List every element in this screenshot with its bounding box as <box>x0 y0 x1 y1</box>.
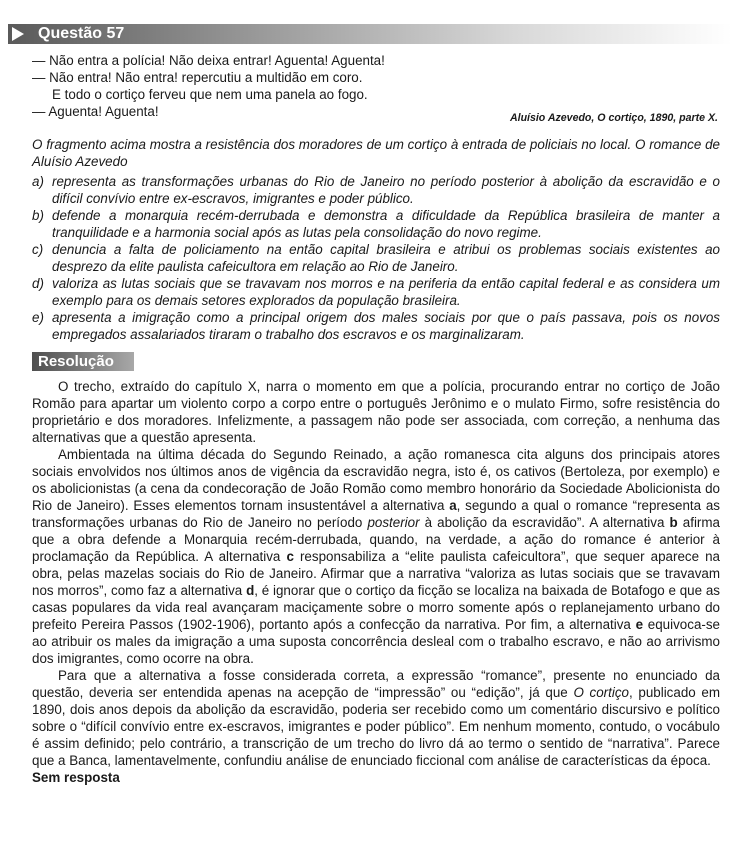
resolution-body <box>32 378 720 786</box>
alternative-d <box>32 275 720 309</box>
alternative-c <box>32 241 720 275</box>
alternative-text: representa as transformações urbanas do Rio de Janeiro no período posterior à abolição da escravidão e o difícil convívio entre ex-escravos, imigrantes e poder público. <box>52 174 720 206</box>
question-stem: O fragmento acima mostra a resistência dos moradores de um cortiço à entrada de policiais no local. O romance de Aluísio Azevedo <box>32 137 720 169</box>
alternative-letter: b) <box>32 208 44 223</box>
alternative-text: defende a monarquia recém-derrubada e demonstra a dificuldade da República brasileira de manter a tranquilidade e a harmonia social após as lutas pela consolidação do novo regime. <box>52 208 720 240</box>
excerpt-line: — Aguenta! Aguenta! <box>32 104 159 119</box>
question-title: Questão 57 <box>38 25 125 42</box>
alternative-a <box>32 173 720 207</box>
alternative-letter: d) <box>32 276 44 291</box>
final-answer: Sem resposta <box>32 770 120 785</box>
alternative-text: denuncia a falta de policiamento na então capital brasileira e atribui os problemas sociais existentes ao desprezo da elite paulista cafeicultora em relação ao Rio de Janeiro. <box>52 242 720 274</box>
excerpt-citation: Aluísio Azevedo, O cortiço, 1890, parte X. <box>509 112 718 124</box>
alternative-letter: c) <box>32 242 44 257</box>
excerpt-line: — Não entra! Não entra! repercutiu a multidão em coro. <box>32 70 363 85</box>
alternative-letter: e) <box>32 310 44 325</box>
excerpt-line: E todo o cortiço ferveu que nem uma panela ao fogo. <box>52 87 368 102</box>
excerpt-line: — Não entra a polícia! Não deixa entrar! Aguenta! Aguenta! <box>32 53 385 68</box>
excerpt <box>32 52 720 120</box>
alternative-text: valoriza as lutas sociais que se travavam nos morros e na periferia da então capital federal e as considera um exemplo para os demais setores explorados da população brasileira. <box>52 276 720 308</box>
play-arrow-icon <box>12 27 24 41</box>
resolution-label: Resolução <box>32 352 134 371</box>
resolution-paragraph-3: Para que a alternativa a fosse considerada correta, a expressão “romance”, presente no enunciado da questão, deveria ser entendida apenas na acepção de “impressão” ou “edição”, já que O cortiço, publicado em 1890, dois anos depois da abolição da escravidão, poderia ser recebido como um comentário discursivo e político sobre o “difícil convívio entre ex-escravos, imigrantes e poder público”. Em nenhum momento, contudo, o vocábulo é assim definido; pelo contrário, a transcrição de um trecho do livro dá ao termo o sentido de “narrativa”. Parece que a Banca, lamentavelmente, confundiu análise de enunciado ficcional com análise de características da época. <box>32 668 721 768</box>
alternative-letter: a) <box>32 174 44 189</box>
alternatives-list <box>32 173 720 343</box>
resolution-paragraph-2: Ambientada na última década do Segundo Reinado, a ação romanesca cita alguns dos principais atores sociais envolvidos nos últimos anos de vigência da escravidão negra, isto é, os cativos (Bertoleza, por exemplo) e os abolicionistas (a cena da condecoração de João Romão como membro honorário da Sociedade Abolicionista do Rio de Janeiro). Esses elementos tornam insustentável a alternativa a, segundo a qual o romance “representa as transformações urbanas do Rio de Janeiro no período posterior à abolição da escravidão”. A alternativa b afirma que a obra defende a Monarquia recém-derrubada, quando, na verdade, a ação do romance é anterior à proclamação da República. A alternativa c responsabiliza a “elite paulista cafeicultora”, que sequer aparece na obra, pelas mazelas sociais do Rio de Janeiro. Afirmar que a narrativa “valoriza as lutas sociais que se travavam nos morros”, como faz a alternativa d, é ignorar que o cortiço da ficção se localiza na baixada de Botafogo e que as casas populares da vida real avançaram maciçamente sobre o morro somente após o replanejamento urbano do prefeito Pereira Passos (1902-1906), portanto após a confecção da narrativa. Por fim, a alternativa e equivoca-se ao atribuir os males da imigração a uma suposta concorrência desleal com o trabalho escravo, e não ao arrivismo dos imigrantes, como ocorre na obra. <box>32 447 721 666</box>
alternative-b <box>32 207 720 241</box>
alternative-text: apresenta a imigração como a principal origem dos males sociais por que o país passava, pois os novos empregados assalariados tiraram o trabalho dos escravos e os marginalizaram. <box>52 310 720 342</box>
resolution-paragraph-1: O trecho, extraído do capítulo X, narra o momento em que a polícia, procurando entrar no cortiço de João Romão para apartar um violento corpo a corpo entre o português Jerônimo e o mulato Firmo, sofre resistência do proprietário e dos moradores. Infelizmente, a passagem não pode ser associada, com correção, a nenhuma das alternativas que a questão apresenta. <box>32 379 720 445</box>
alternative-e <box>32 309 720 343</box>
